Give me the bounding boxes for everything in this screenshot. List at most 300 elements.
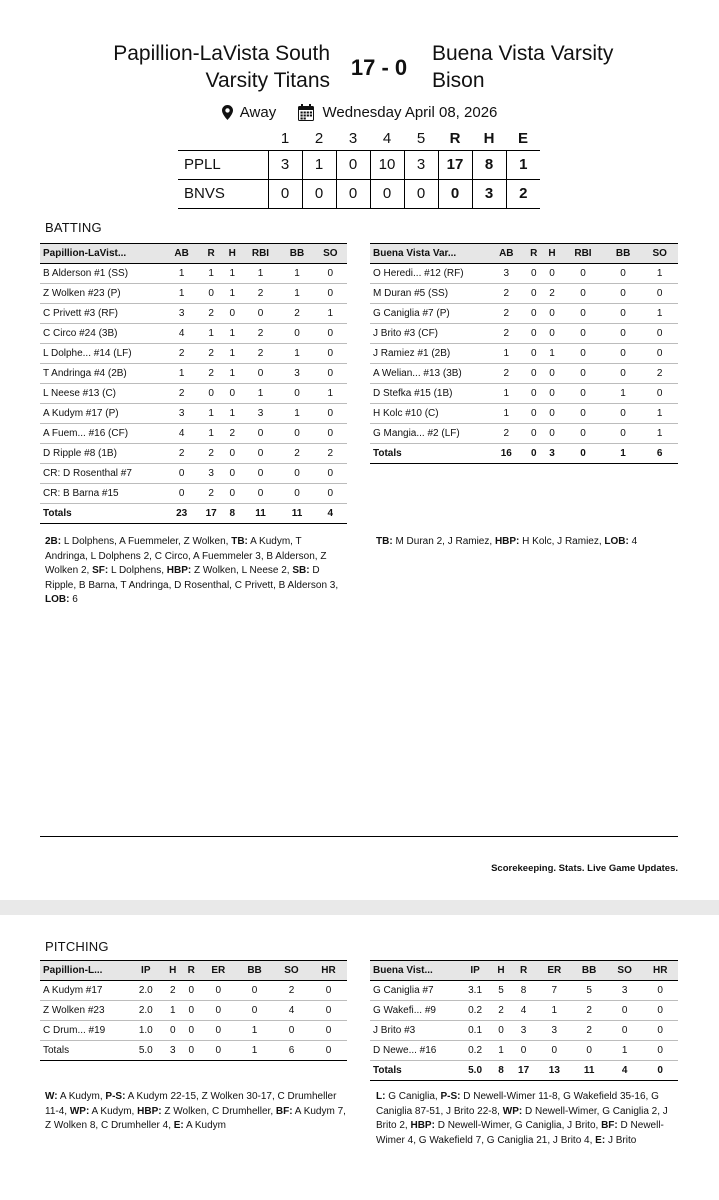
total-errors: 2	[506, 179, 540, 208]
batting-notes-away	[376, 535, 676, 550]
note-text: M Duran 2, J Ramiez,	[395, 536, 493, 547]
stat-cell: 5	[571, 981, 607, 1001]
totals-cell: 16	[488, 444, 525, 464]
stat-cell: 0	[561, 304, 605, 324]
stat-cell: 0	[543, 424, 561, 444]
stat-cell: 0.2	[458, 1041, 492, 1061]
errors-header: E	[517, 130, 528, 148]
player-name: A Welian... #13 (3B)	[370, 364, 488, 384]
player-row	[40, 444, 347, 464]
stat-column-header: RBI	[561, 244, 605, 264]
team-label-header: Buena Vist...	[370, 961, 458, 981]
stat-cell: 0	[605, 304, 642, 324]
hits-header: H	[483, 130, 495, 148]
home-team-line2: Varsity Titans	[205, 69, 330, 92]
note-label: HBP:	[137, 1105, 162, 1117]
batting-table-away	[370, 243, 678, 464]
stat-cell: 1	[236, 1021, 273, 1041]
stat-cell: 2	[492, 1001, 510, 1021]
stat-cell: 2	[571, 1021, 607, 1041]
stat-cell: 1	[488, 384, 525, 404]
stat-cell: 1	[641, 424, 678, 444]
totals-cell: 8	[224, 504, 241, 524]
note-label: L:	[376, 1091, 386, 1102]
player-row	[370, 384, 678, 404]
stat-cell: 0	[543, 404, 561, 424]
player-row	[40, 304, 347, 324]
note-text: G Caniglia,	[388, 1091, 438, 1102]
note-label: HBP:	[494, 536, 520, 547]
stat-cell: 0	[642, 981, 678, 1001]
totals-row	[370, 444, 678, 464]
home-team-name	[40, 40, 330, 94]
player-name: L Neese #13 (C)	[40, 384, 165, 404]
stat-cell: 0	[224, 464, 241, 484]
stat-cell: 1	[314, 304, 347, 324]
note-text: J Brito	[607, 1134, 637, 1146]
player-row	[370, 344, 678, 364]
stat-cell: 1	[605, 384, 642, 404]
stat-cell: 0	[605, 404, 642, 424]
stat-cell: 2	[224, 424, 241, 444]
player-name: B Alderson #1 (SS)	[40, 264, 165, 284]
line-score	[178, 128, 540, 209]
player-name: C Drum... #19	[40, 1021, 128, 1041]
stat-cell: 2	[314, 444, 347, 464]
game-meta	[0, 103, 719, 121]
stat-cell: 1	[224, 284, 241, 304]
player-name: A Kudym #17 (P)	[40, 404, 165, 424]
stat-column-header: R	[198, 244, 224, 264]
stat-cell: 1	[488, 344, 525, 364]
stat-cell: 3	[241, 404, 281, 424]
player-name: D Ripple #8 (1B)	[40, 444, 165, 464]
stat-cell: 0	[605, 324, 642, 344]
player-row	[40, 364, 347, 384]
pitching-table-home	[40, 960, 347, 1061]
home-team-line1: Papillion-LaVista South	[113, 42, 330, 65]
stat-cell: 4	[510, 1001, 537, 1021]
away-team-line2: Bison	[432, 69, 485, 92]
stat-cell: 5	[492, 981, 510, 1001]
stat-cell: 0	[165, 464, 198, 484]
inning-5-header: 5	[416, 130, 426, 148]
inning-3-header: 3	[348, 130, 358, 148]
player-row	[40, 384, 347, 404]
batting-table-home	[40, 243, 347, 524]
stat-cell: 3	[510, 1021, 537, 1041]
stat-cell: 1	[641, 264, 678, 284]
runs-header: R	[449, 130, 461, 148]
stat-cell: 0	[314, 404, 347, 424]
calendar-icon	[298, 103, 314, 121]
stat-cell: 0	[164, 1021, 182, 1041]
stat-cell: 0	[525, 424, 543, 444]
stat-cell: 0	[314, 324, 347, 344]
stat-cell: 0	[224, 444, 241, 464]
stat-cell: 0	[525, 344, 543, 364]
stat-cell: 0	[241, 364, 281, 384]
note-label: LOB:	[604, 536, 629, 547]
stat-column-header: H	[164, 961, 182, 981]
player-name: H Kolc #10 (C)	[370, 404, 488, 424]
stat-cell: 0	[642, 1041, 678, 1061]
note-label: HBP:	[410, 1120, 435, 1131]
note-label: BF:	[275, 1105, 293, 1117]
stat-cell: 1	[198, 264, 224, 284]
player-name: J Ramiez #1 (2B)	[370, 344, 488, 364]
stat-column-header: BB	[280, 244, 313, 264]
stat-cell: 1	[224, 324, 241, 344]
stat-cell: 0	[561, 424, 605, 444]
note-label: 2B:	[45, 536, 62, 547]
stat-column-header: BB	[605, 244, 642, 264]
stat-cell: 1	[198, 424, 224, 444]
player-row	[40, 424, 347, 444]
player-row	[40, 284, 347, 304]
stat-column-header: HR	[642, 961, 678, 981]
stat-cell: 2	[198, 364, 224, 384]
stat-cell: 0	[543, 264, 561, 284]
totals-row	[40, 504, 347, 524]
inning-runs: 0	[268, 179, 302, 208]
player-row	[370, 284, 678, 304]
stat-column-header: RBI	[241, 244, 281, 264]
player-row	[370, 424, 678, 444]
stat-cell: 0	[641, 384, 678, 404]
stat-cell: 1	[641, 404, 678, 424]
stat-cell: 1.0	[128, 1021, 164, 1041]
stat-cell: 2	[198, 344, 224, 364]
total-runs: 0	[438, 179, 472, 208]
stat-column-header: IP	[128, 961, 164, 981]
stat-cell: 0	[525, 324, 543, 344]
totals-cell: 0	[182, 1041, 200, 1061]
totals-cell: 11	[280, 504, 313, 524]
player-name: C Circo #24 (3B)	[40, 324, 165, 344]
stat-cell: 0	[314, 364, 347, 384]
stat-cell: 1	[280, 344, 313, 364]
note-label: WP:	[502, 1105, 523, 1117]
player-row	[40, 484, 347, 504]
stat-cell: 2	[241, 344, 281, 364]
stat-cell: 0	[510, 1041, 537, 1061]
player-name: G Mangia... #2 (LF)	[370, 424, 488, 444]
player-row	[40, 324, 347, 344]
stat-cell: 2	[543, 284, 561, 304]
totals-cell: 0	[525, 444, 543, 464]
stat-cell: 1	[241, 384, 281, 404]
stat-cell: 2.0	[128, 981, 164, 1001]
note-label: P-S:	[440, 1091, 461, 1102]
note-label: TB:	[376, 536, 393, 547]
stat-cell: 3	[165, 304, 198, 324]
stat-cell: 2	[488, 304, 525, 324]
stat-cell: 0	[201, 1021, 237, 1041]
stat-cell: 0	[605, 344, 642, 364]
stat-cell: 1	[280, 404, 313, 424]
player-row	[40, 1021, 347, 1041]
stat-column-header: BB	[236, 961, 273, 981]
player-row	[40, 981, 347, 1001]
stat-cell: 2	[273, 981, 310, 1001]
stat-cell: 0	[198, 284, 224, 304]
note-text: A Kudym	[185, 1120, 227, 1131]
stat-cell: 0	[280, 484, 313, 504]
stat-cell: 0	[236, 1001, 273, 1021]
totals-cell: 8	[492, 1061, 510, 1081]
note-label: SB:	[292, 565, 310, 576]
stat-cell: 0	[241, 484, 281, 504]
stat-cell: 0	[561, 404, 605, 424]
footer-tagline: Scorekeeping. Stats. Live Game Updates.	[491, 863, 678, 874]
note-text: Z Wolken, L Neese 2,	[193, 565, 290, 576]
player-row	[40, 264, 347, 284]
totals-cell: 0	[201, 1041, 237, 1061]
note-label: SF:	[92, 565, 109, 576]
note-text: D Ripple, B Barna, T Andringa, D Rosenthal, C Privett, B Alderson 3,	[45, 565, 339, 591]
inning-1-header: 1	[280, 130, 290, 148]
totals-cell: 3	[543, 444, 561, 464]
stat-cell: 3	[198, 464, 224, 484]
player-row	[40, 404, 347, 424]
player-row	[370, 264, 678, 284]
stat-cell: 3	[280, 364, 313, 384]
player-row	[40, 344, 347, 364]
pitching-notes-away	[376, 1090, 676, 1148]
player-name: J Brito #3	[370, 1021, 458, 1041]
totals-cell: 1	[605, 444, 642, 464]
stat-cell: 0	[642, 1021, 678, 1041]
team-label-header: Papillion-LaVist...	[40, 244, 165, 264]
player-row	[40, 464, 347, 484]
player-row	[370, 364, 678, 384]
totals-cell: 11	[571, 1061, 607, 1081]
stat-cell: 1	[165, 364, 198, 384]
player-row	[370, 324, 678, 344]
player-name: C Privett #3 (RF)	[40, 304, 165, 324]
player-name: O Heredi... #12 (RF)	[370, 264, 488, 284]
stat-cell: 2	[241, 324, 281, 344]
stat-cell: 1	[164, 1001, 182, 1021]
totals-cell: 4	[314, 504, 347, 524]
stat-cell: 0	[543, 324, 561, 344]
stat-cell: 1	[198, 404, 224, 424]
totals-cell: 6	[641, 444, 678, 464]
player-row	[370, 981, 678, 1001]
totals-cell: 17	[510, 1061, 537, 1081]
player-row	[370, 304, 678, 324]
stat-cell: 0	[224, 484, 241, 504]
batting-section-title: BATTING	[45, 220, 102, 235]
player-row	[370, 1021, 678, 1041]
stat-column-header: SO	[273, 961, 310, 981]
totals-label: Totals	[40, 1041, 128, 1061]
pitching-table-away	[370, 960, 678, 1081]
stat-cell: 0	[198, 384, 224, 404]
stat-cell: 0	[201, 981, 237, 1001]
stat-column-header: SO	[607, 961, 643, 981]
stat-column-header: H	[543, 244, 561, 264]
stat-cell: 4	[165, 324, 198, 344]
totals-cell: 0	[642, 1061, 678, 1081]
stat-cell: 1	[492, 1041, 510, 1061]
stat-cell: 0	[641, 344, 678, 364]
stat-cell: 1	[280, 284, 313, 304]
stat-cell: 0	[182, 981, 200, 1001]
stat-cell: 2	[488, 284, 525, 304]
stat-cell: 4	[273, 1001, 310, 1021]
stat-column-header: ER	[537, 961, 571, 981]
stat-cell: 3	[537, 1021, 571, 1041]
stat-cell: 1	[241, 264, 281, 284]
stat-cell: 0	[561, 264, 605, 284]
stat-cell: 2	[198, 484, 224, 504]
inning-runs: 0	[336, 150, 370, 179]
stat-cell: 1	[314, 384, 347, 404]
total-runs: 17	[438, 150, 472, 179]
note-text: Z Wolken, C Drumheller,	[164, 1105, 274, 1117]
stat-cell: 2	[488, 324, 525, 344]
player-name: D Newe... #16	[370, 1041, 458, 1061]
totals-cell: 17	[198, 504, 224, 524]
stat-cell: 3	[607, 981, 643, 1001]
scorebook-page-2	[0, 915, 719, 1200]
stat-header-row	[40, 961, 347, 981]
stat-cell: 0	[314, 464, 347, 484]
stat-cell: 3	[165, 404, 198, 424]
note-label: E:	[173, 1120, 184, 1131]
stat-cell: 1	[543, 344, 561, 364]
totals-cell: 23	[165, 504, 198, 524]
stat-cell: 0.1	[458, 1021, 492, 1041]
stat-cell: 0	[543, 384, 561, 404]
line-score-row-away	[178, 179, 540, 208]
inning-runs: 1	[302, 150, 336, 179]
team-abbr: BNVS	[178, 179, 268, 208]
player-row	[370, 1041, 678, 1061]
line-score-row-home	[178, 150, 540, 179]
total-errors: 1	[506, 150, 540, 179]
stat-column-header: ER	[201, 961, 237, 981]
stat-cell: 0	[561, 364, 605, 384]
stat-cell: 1	[224, 344, 241, 364]
stat-cell: 0	[314, 344, 347, 364]
stat-cell: 0	[543, 364, 561, 384]
inning-4-header: 4	[382, 130, 392, 148]
note-label: E:	[595, 1134, 606, 1146]
stat-cell: 0	[165, 484, 198, 504]
stat-cell: 8	[510, 981, 537, 1001]
player-row	[370, 1001, 678, 1021]
totals-row	[370, 1061, 678, 1081]
stat-cell: 0	[641, 324, 678, 344]
note-label: WP:	[69, 1105, 90, 1117]
player-name: Z Wolken #23 (P)	[40, 284, 165, 304]
game-date: Wednesday April 08, 2026	[322, 103, 498, 121]
stat-column-header: SO	[641, 244, 678, 264]
note-text: D Newell-Wimer 11-8, G Wakefield 35-16, G Caniglia 87-51, J Brito 22-8,	[376, 1091, 659, 1117]
stat-cell: 2	[280, 304, 313, 324]
player-row	[370, 404, 678, 424]
stat-cell: 4	[165, 424, 198, 444]
totals-row	[40, 1041, 347, 1061]
player-name: A Kudym #17	[40, 981, 128, 1001]
stat-cell: 0	[607, 1021, 643, 1041]
pitching-notes-home	[45, 1090, 350, 1134]
stat-column-header: IP	[458, 961, 492, 981]
note-text: L Dolphens,	[110, 565, 164, 576]
stat-cell: 0	[537, 1041, 571, 1061]
stat-cell: 0	[525, 304, 543, 324]
player-name: G Wakefi... #9	[370, 1001, 458, 1021]
final-score: 17 - 0	[350, 55, 408, 80]
stat-cell: 1	[488, 404, 525, 424]
stat-column-header: AB	[165, 244, 198, 264]
note-text: H Kolc, J Ramiez,	[522, 536, 602, 547]
stat-column-header: H	[224, 244, 241, 264]
stat-cell: 1	[607, 1041, 643, 1061]
stat-cell: 0	[314, 284, 347, 304]
stat-column-header: AB	[488, 244, 525, 264]
stat-cell: 1	[280, 264, 313, 284]
team-abbr: PPLL	[178, 150, 268, 179]
batting-notes-home	[45, 535, 345, 608]
stat-cell: 0	[224, 304, 241, 324]
stat-cell: 0	[561, 384, 605, 404]
stat-cell: 0	[280, 424, 313, 444]
stat-cell: 2	[641, 364, 678, 384]
total-hits: 3	[472, 179, 506, 208]
stat-cell: 0	[561, 324, 605, 344]
stat-cell: 0	[273, 1021, 310, 1041]
totals-cell: 6	[273, 1041, 310, 1061]
stat-cell: 0	[561, 284, 605, 304]
stat-cell: 2	[198, 444, 224, 464]
player-name: G Caniglia #7	[370, 981, 458, 1001]
player-name: A Fuem... #16 (CF)	[40, 424, 165, 444]
stat-cell: 0	[241, 304, 281, 324]
stat-cell: 0	[561, 344, 605, 364]
stat-cell: 1	[198, 324, 224, 344]
stat-cell: 0	[236, 981, 273, 1001]
stat-cell: 0.2	[458, 1001, 492, 1021]
stat-cell: 0	[310, 1001, 347, 1021]
stat-cell: 2	[165, 384, 198, 404]
stat-cell: 2	[165, 344, 198, 364]
stat-header-row	[370, 244, 678, 264]
stat-cell: 0	[525, 284, 543, 304]
note-label: P-S:	[105, 1091, 126, 1102]
stat-cell: 0	[605, 284, 642, 304]
stat-cell: 0	[571, 1041, 607, 1061]
away-team-line1: Buena Vista Varsity	[432, 42, 614, 65]
stat-cell: 0	[310, 1021, 347, 1041]
player-name: CR: B Barna #15	[40, 484, 165, 504]
stat-header-row	[370, 961, 678, 981]
player-name: G Caniglia #7 (P)	[370, 304, 488, 324]
totals-label: Totals	[40, 504, 165, 524]
stat-column-header: BB	[571, 961, 607, 981]
totals-cell: 5.0	[128, 1041, 164, 1061]
stat-cell: 7	[537, 981, 571, 1001]
inning-runs: 3	[268, 150, 302, 179]
stat-cell: 0	[241, 464, 281, 484]
total-hits: 8	[472, 150, 506, 179]
stat-cell: 1	[641, 304, 678, 324]
player-name: CR: D Rosenthal #7	[40, 464, 165, 484]
stat-cell: 0	[280, 464, 313, 484]
